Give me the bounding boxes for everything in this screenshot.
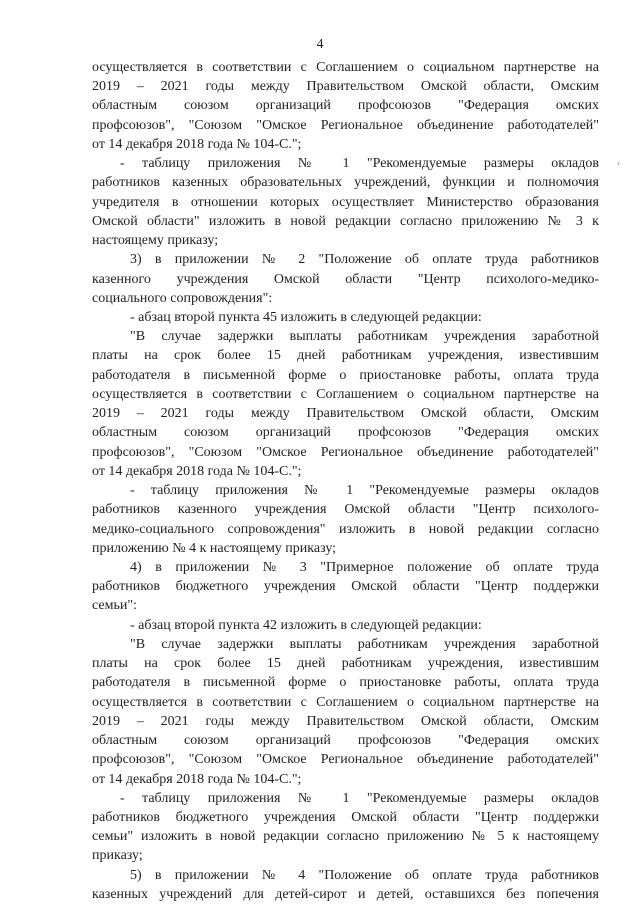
text-line: Омской области" изложить в новой редакции согласно приложению № 3 к <box>92 213 599 229</box>
text-line: работников казенного учреждения Омской области "Центр психолого- <box>92 502 599 518</box>
text-line: семьи": <box>92 598 137 614</box>
page-number: 4 <box>316 37 324 52</box>
text-line: - таблицу приложения № 1 "Рекомендуемые размеры окладов <box>130 483 599 499</box>
text-line: областным союзом организаций профсоюзов "Федерация омских <box>92 425 599 441</box>
text-line: работодателя в письменной форме о приостановке работы, оплата труда <box>92 675 599 691</box>
text-line: - абзац второй пункта 45 изложить в следующей редакции: <box>130 309 482 325</box>
text-line: платы на срок более 15 дней работникам учреждения, известившим <box>92 656 599 672</box>
text-line: областным союзом организаций профсоюзов "Федерация омских <box>92 733 599 749</box>
text-line: 2019 – 2021 годы между Правительством Омской области, Омским <box>92 713 599 729</box>
scan-speck: ‹ <box>617 158 621 169</box>
text-line: приказу; <box>92 848 143 864</box>
text-line: от 14 декабря 2018 года № 104-С."; <box>92 136 302 152</box>
text-line: работников казенных образовательных учреждений, функции и полномочия <box>92 175 599 191</box>
text-line: 3) в приложении № 2 "Положение об оплате труда работников <box>130 252 599 268</box>
text-line: приложению № 4 к настоящему приказу; <box>92 540 337 556</box>
text-line: 4) в приложении № 3 "Примерное положение об оплате труда <box>130 559 599 575</box>
text-line: семьи" изложить в новой редакции согласно приложению № 5 к настоящему <box>92 829 599 845</box>
text-line: осуществляется в соответствии с Соглашением о социальном партнерстве на <box>92 386 599 402</box>
text-line: 5) в приложении № 4 "Положение об оплате труда работников <box>130 867 599 883</box>
text-line: осуществляется в соответствии с Соглашением о социальном партнерстве на <box>92 694 599 710</box>
text-line: медико-социального сопровождения" изложить в новой редакции согласно <box>92 521 599 537</box>
text-line: казенных учреждений для детей-сирот и детей, оставшихся без попечения <box>92 886 599 902</box>
text-line: работников бюджетного учреждения Омской области "Центр поддержки <box>92 809 599 825</box>
text-line: казенного учреждения Омской области "Центр психолого-медико- <box>92 271 599 287</box>
text-line: профсоюзов", "Союзом "Омское Региональное объединение работодателей" <box>92 117 599 133</box>
text-line: осуществляется в соответствии с Соглашением о социальном партнерстве на <box>92 60 599 75</box>
text-line: профсоюзов", "Союзом "Омское Региональное объединение работодателей" <box>92 444 599 460</box>
text-line: учредителя в отношении которых осуществляет Министерство образования <box>92 194 599 210</box>
text-line: от 14 декабря 2018 года № 104-С."; <box>92 463 302 479</box>
text-line: 2019 – 2021 годы между Правительством Омской области, Омским <box>92 79 599 95</box>
text-line: "В случае задержки выплаты работникам учреждения заработной <box>130 329 599 345</box>
text-line: профсоюзов", "Союзом "Омское Региональное объединение работодателей" <box>92 752 599 768</box>
text-line: настоящему приказу; <box>92 233 219 249</box>
text-line: - таблицу приложения № 1 "Рекомендуемые размеры окладов <box>120 790 599 806</box>
text-line: работников бюджетного учреждения Омской области "Центр поддержки <box>92 579 599 595</box>
text-line: "В случае задержки выплаты работникам учреждения заработной <box>130 636 599 652</box>
text-line: платы на срок более 15 дней работникам учреждения, известившим <box>92 348 599 364</box>
text-line: 2019 – 2021 годы между Правительством Омской области, Омским <box>92 406 599 422</box>
text-line: работодателя в письменной форме о приостановке работы, оплата труда <box>92 367 599 383</box>
text-line: областным союзом организаций профсоюзов "Федерация омских <box>92 98 599 114</box>
text-line: - таблицу приложения № 1 "Рекомендуемые размеры окладов <box>120 156 599 172</box>
text-line: от 14 декабря 2018 года № 104-С."; <box>92 771 302 787</box>
text-line: - абзац второй пункта 42 изложить в следующей редакции: <box>130 617 482 633</box>
text-line: социального сопровождения": <box>92 290 273 306</box>
